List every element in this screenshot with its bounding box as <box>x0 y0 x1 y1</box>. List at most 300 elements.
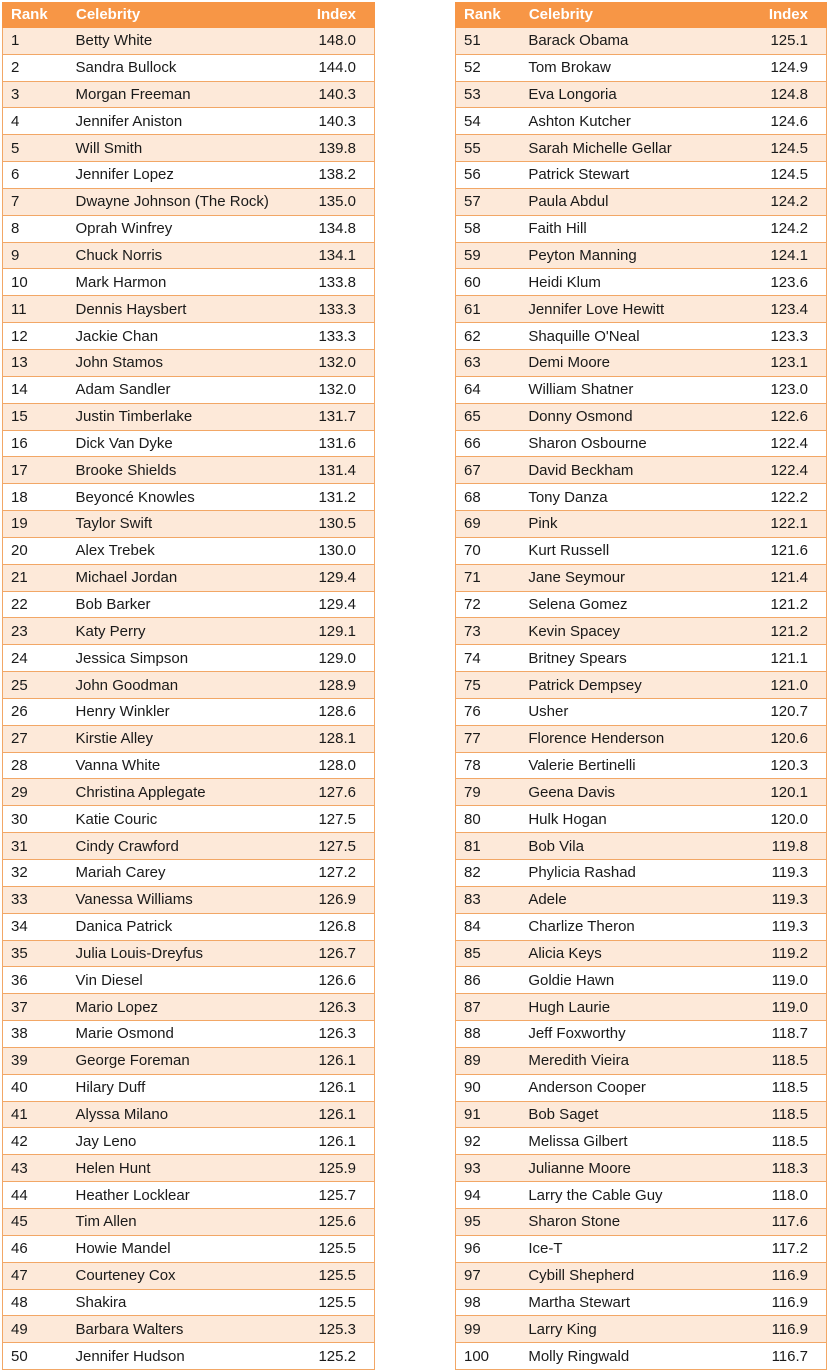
celebrity-cell: Hugh Laurie <box>528 998 611 1016</box>
rank-cell: 50 <box>3 1343 68 1370</box>
index-cell: 128.9 <box>305 672 375 699</box>
table-row <box>456 1208 827 1235</box>
rank-cell: 26 <box>3 698 68 725</box>
index-cell: 128.1 <box>305 725 375 752</box>
celebrity-cell: Julianne Moore <box>528 1159 631 1177</box>
celebrity-cell: Heidi Klum <box>528 273 601 291</box>
rank-cell: 34 <box>3 913 68 940</box>
rank-cell: 76 <box>456 698 521 725</box>
rank-cell: 7 <box>3 188 68 215</box>
celebrity-cell: Justin Timberlake <box>75 408 193 426</box>
celebrity-cell: John Goodman <box>75 676 179 694</box>
table-row <box>456 1343 827 1370</box>
rank-cell: 41 <box>3 1101 68 1128</box>
index-cell: 129.1 <box>305 618 375 645</box>
rank-cell: 97 <box>456 1262 521 1289</box>
index-cell: 119.2 <box>757 940 827 967</box>
rank-cell: 72 <box>456 591 521 618</box>
rank-cell: 28 <box>3 752 68 779</box>
rank-cell: 70 <box>456 537 521 564</box>
table-row <box>456 54 827 81</box>
celebrity-cell: Sharon Stone <box>528 1213 621 1231</box>
rank-cell: 32 <box>3 860 68 887</box>
table-row <box>456 1021 827 1048</box>
table-row <box>3 323 375 350</box>
celebrity-cell: Mariah Carey <box>75 864 166 882</box>
rank-cell: 22 <box>3 591 68 618</box>
table-row <box>3 484 375 511</box>
index-cell: 124.9 <box>757 54 827 81</box>
table-row <box>3 162 375 189</box>
table-row <box>456 1047 827 1074</box>
celebrity-cell: Kirstie Alley <box>75 730 154 748</box>
rank-cell: 99 <box>456 1316 521 1343</box>
index-cell: 125.5 <box>305 1235 375 1262</box>
rank-cell: 80 <box>456 806 521 833</box>
celebrity-cell: Jackie Chan <box>75 327 159 345</box>
index-cell: 131.7 <box>305 403 375 430</box>
rank-cell: 43 <box>3 1155 68 1182</box>
table-row <box>456 1128 827 1155</box>
index-cell: 128.0 <box>305 752 375 779</box>
index-cell: 119.3 <box>757 860 827 887</box>
table-row <box>456 1182 827 1209</box>
table-row <box>456 215 827 242</box>
rank-cell: 54 <box>456 108 521 135</box>
table-row <box>456 967 827 994</box>
rank-cell: 9 <box>3 242 68 269</box>
celebrity-cell: Ashton Kutcher <box>528 112 631 130</box>
rank-cell: 81 <box>456 833 521 860</box>
index-cell: 119.3 <box>757 886 827 913</box>
table-row <box>3 940 375 967</box>
index-cell: 127.2 <box>305 860 375 887</box>
index-cell: 138.2 <box>305 162 375 189</box>
table-row <box>3 1262 375 1289</box>
index-cell: 117.2 <box>757 1235 827 1262</box>
table-row <box>456 752 827 779</box>
celebrity-cell: Sharon Osbourne <box>528 434 647 452</box>
rank-cell: 51 <box>456 28 521 54</box>
rank-cell: 11 <box>3 296 68 323</box>
index-cell: 126.9 <box>305 886 375 913</box>
index-cell: 124.5 <box>757 162 827 189</box>
rank-cell: 3 <box>3 81 68 108</box>
table-row <box>456 672 827 699</box>
celebrity-cell: Will Smith <box>75 139 143 157</box>
celebrity-cell: Ice-T <box>528 1240 563 1258</box>
table-row <box>456 1155 827 1182</box>
celebrity-cell: Kurt Russell <box>528 542 610 560</box>
table-row <box>3 269 375 296</box>
table-row <box>3 242 375 269</box>
celebrity-cell: Dennis Haysbert <box>75 300 187 318</box>
ranking-table-right <box>455 2 827 1370</box>
celebrity-cell: Valerie Bertinelli <box>528 757 636 775</box>
index-cell: 121.1 <box>757 645 827 672</box>
rank-header: Rank <box>456 2 521 28</box>
index-cell: 116.9 <box>757 1262 827 1289</box>
rank-cell: 14 <box>3 376 68 403</box>
index-cell: 126.8 <box>305 913 375 940</box>
table-row <box>3 1155 375 1182</box>
celebrity-cell: Cybill Shepherd <box>528 1267 635 1285</box>
table-row <box>456 28 827 54</box>
rank-cell: 52 <box>456 54 521 81</box>
table-row <box>3 564 375 591</box>
rank-cell: 53 <box>456 81 521 108</box>
index-cell: 126.1 <box>305 1101 375 1128</box>
celebrity-cell: Julia Louis-Dreyfus <box>75 944 204 962</box>
rank-cell: 82 <box>456 860 521 887</box>
celebrity-cell: William Shatner <box>528 381 634 399</box>
index-cell: 126.3 <box>305 994 375 1021</box>
rank-cell: 15 <box>3 403 68 430</box>
celebrity-cell: Katie Couric <box>75 810 158 828</box>
table-row <box>3 349 375 376</box>
rank-cell: 95 <box>456 1208 521 1235</box>
celebrity-cell: Jennifer Love Hewitt <box>528 300 665 318</box>
table-row <box>3 28 375 54</box>
rank-cell: 87 <box>456 994 521 1021</box>
table-row <box>3 860 375 887</box>
index-cell: 126.1 <box>305 1047 375 1074</box>
celebrity-cell: Henry Winkler <box>75 703 170 721</box>
index-cell: 129.4 <box>305 591 375 618</box>
table-row <box>456 269 827 296</box>
index-cell: 121.6 <box>757 537 827 564</box>
rank-cell: 8 <box>3 215 68 242</box>
celebrity-cell: Vin Diesel <box>75 971 143 989</box>
celebrity-cell: Jennifer Aniston <box>75 112 183 130</box>
index-cell: 122.6 <box>757 403 827 430</box>
index-cell: 121.2 <box>757 591 827 618</box>
table-row <box>3 457 375 484</box>
celebrity-cell: Betty White <box>75 32 153 50</box>
index-cell: 120.7 <box>757 698 827 725</box>
index-cell: 128.6 <box>305 698 375 725</box>
index-cell: 118.3 <box>757 1155 827 1182</box>
celebrity-cell: Patrick Dempsey <box>528 676 642 694</box>
rank-cell: 64 <box>456 376 521 403</box>
index-cell: 119.0 <box>757 994 827 1021</box>
index-cell: 133.3 <box>305 323 375 350</box>
table-row <box>3 725 375 752</box>
table-row <box>3 376 375 403</box>
celebrity-cell: Eva Longoria <box>528 85 617 103</box>
table-row <box>3 430 375 457</box>
index-cell: 131.4 <box>305 457 375 484</box>
index-cell: 148.0 <box>305 28 375 54</box>
rank-cell: 66 <box>456 430 521 457</box>
celebrity-cell: Jane Seymour <box>528 569 626 587</box>
celebrity-cell: Usher <box>528 703 569 721</box>
rank-cell: 67 <box>456 457 521 484</box>
table-row <box>3 537 375 564</box>
index-cell: 119.8 <box>757 833 827 860</box>
ranking-table-left <box>2 2 375 1370</box>
rank-cell: 20 <box>3 537 68 564</box>
celebrity-cell: Adele <box>528 891 567 909</box>
rank-cell: 31 <box>3 833 68 860</box>
index-cell: 126.3 <box>305 1021 375 1048</box>
rank-cell: 13 <box>3 349 68 376</box>
table-row <box>3 1235 375 1262</box>
table-row <box>456 457 827 484</box>
rank-cell: 92 <box>456 1128 521 1155</box>
table-row <box>456 564 827 591</box>
table-row <box>3 1208 375 1235</box>
celebrity-cell: Bob Barker <box>75 595 151 613</box>
celebrity-cell: Britney Spears <box>528 649 627 667</box>
rank-cell: 84 <box>456 913 521 940</box>
rank-cell: 83 <box>456 886 521 913</box>
table-row <box>456 430 827 457</box>
rank-cell: 55 <box>456 135 521 162</box>
rank-cell: 62 <box>456 323 521 350</box>
celebrity-cell: Jennifer Hudson <box>75 1347 185 1365</box>
table-row <box>3 618 375 645</box>
index-cell: 119.3 <box>757 913 827 940</box>
table-row <box>3 1316 375 1343</box>
celebrity-header: Celebrity <box>68 2 305 28</box>
table-row <box>456 913 827 940</box>
rank-cell: 89 <box>456 1047 521 1074</box>
table-row <box>3 591 375 618</box>
index-cell: 129.0 <box>305 645 375 672</box>
rank-cell: 59 <box>456 242 521 269</box>
rank-cell: 65 <box>456 403 521 430</box>
table-row <box>456 108 827 135</box>
rank-cell: 12 <box>3 323 68 350</box>
table-header-row <box>456 2 827 28</box>
celebrity-cell: Barack Obama <box>528 32 629 50</box>
table-row <box>456 349 827 376</box>
celebrity-cell: Tim Allen <box>75 1213 137 1231</box>
index-cell: 123.3 <box>757 323 827 350</box>
index-cell: 120.3 <box>757 752 827 779</box>
rank-cell: 25 <box>3 672 68 699</box>
index-cell: 125.5 <box>305 1289 375 1316</box>
celebrity-cell: Dwayne Johnson (The Rock) <box>75 193 269 211</box>
rank-cell: 88 <box>456 1021 521 1048</box>
celebrity-cell: Michael Jordan <box>75 569 178 587</box>
table-row <box>456 1289 827 1316</box>
table-row <box>3 108 375 135</box>
table-row <box>3 833 375 860</box>
index-cell: 117.6 <box>757 1208 827 1235</box>
table-row <box>456 860 827 887</box>
celebrity-cell: Christina Applegate <box>75 783 206 801</box>
rank-cell: 98 <box>456 1289 521 1316</box>
index-cell: 124.2 <box>757 188 827 215</box>
table-row <box>456 188 827 215</box>
index-cell: 133.3 <box>305 296 375 323</box>
index-cell: 119.0 <box>757 967 827 994</box>
index-cell: 124.2 <box>757 215 827 242</box>
celebrity-cell: Donny Osmond <box>528 408 633 426</box>
rank-cell: 69 <box>456 511 521 538</box>
rank-cell: 47 <box>3 1262 68 1289</box>
rank-cell: 58 <box>456 215 521 242</box>
rank-cell: 16 <box>3 430 68 457</box>
rank-cell: 33 <box>3 886 68 913</box>
rank-cell: 40 <box>3 1074 68 1101</box>
celebrity-cell: Bob Vila <box>528 837 584 855</box>
rank-cell: 71 <box>456 564 521 591</box>
index-cell: 124.6 <box>757 108 827 135</box>
index-cell: 134.8 <box>305 215 375 242</box>
celebrity-cell: Sandra Bullock <box>75 59 177 77</box>
table-row <box>3 806 375 833</box>
celebrity-cell: Marie Osmond <box>75 1025 174 1043</box>
table-row <box>3 1047 375 1074</box>
index-cell: 116.9 <box>757 1316 827 1343</box>
table-row <box>3 403 375 430</box>
index-header: Index <box>757 2 827 28</box>
table-row <box>3 81 375 108</box>
index-cell: 124.8 <box>757 81 827 108</box>
celebrity-cell: David Beckham <box>528 461 634 479</box>
table-row <box>456 886 827 913</box>
index-cell: 125.9 <box>305 1155 375 1182</box>
celebrity-cell: Alex Trebek <box>75 542 155 560</box>
rank-cell: 30 <box>3 806 68 833</box>
celebrity-cell: John Stamos <box>75 354 164 372</box>
table-row <box>456 1101 827 1128</box>
rank-cell: 23 <box>3 618 68 645</box>
rank-cell: 57 <box>456 188 521 215</box>
rank-cell: 36 <box>3 967 68 994</box>
table-header-row <box>3 2 375 28</box>
table-row <box>456 403 827 430</box>
celebrity-cell: Florence Henderson <box>528 730 665 748</box>
index-cell: 127.6 <box>305 779 375 806</box>
index-cell: 132.0 <box>305 376 375 403</box>
table-row <box>3 967 375 994</box>
rank-cell: 2 <box>3 54 68 81</box>
celebrity-cell: Demi Moore <box>528 354 611 372</box>
index-cell: 126.1 <box>305 1074 375 1101</box>
index-cell: 122.4 <box>757 457 827 484</box>
celebrity-cell: Alyssa Milano <box>75 1106 169 1124</box>
celebrity-cell: Cindy Crawford <box>75 837 179 855</box>
celebrity-cell: Vanna White <box>75 757 161 775</box>
celebrity-cell: Jeff Foxworthy <box>528 1025 626 1043</box>
rank-cell: 37 <box>3 994 68 1021</box>
index-cell: 121.4 <box>757 564 827 591</box>
celebrity-cell: Courteney Cox <box>75 1267 176 1285</box>
index-cell: 126.7 <box>305 940 375 967</box>
index-cell: 121.2 <box>757 618 827 645</box>
index-cell: 125.3 <box>305 1316 375 1343</box>
table-row <box>3 1074 375 1101</box>
index-cell: 116.9 <box>757 1289 827 1316</box>
rank-cell: 27 <box>3 725 68 752</box>
index-cell: 132.0 <box>305 349 375 376</box>
table-row <box>456 1316 827 1343</box>
table-row <box>456 1074 827 1101</box>
celebrity-cell: Shaquille O'Neal <box>528 327 640 345</box>
rank-cell: 5 <box>3 135 68 162</box>
celebrity-cell: Hulk Hogan <box>528 810 607 828</box>
celebrity-cell: Hilary Duff <box>75 1079 146 1097</box>
celebrity-header: Celebrity <box>520 2 756 28</box>
table-row <box>456 833 827 860</box>
celebrity-cell: Taylor Swift <box>75 515 153 533</box>
index-cell: 124.5 <box>757 135 827 162</box>
rank-cell: 68 <box>456 484 521 511</box>
table-row <box>3 1343 375 1370</box>
index-cell: 140.3 <box>305 81 375 108</box>
table-row <box>456 376 827 403</box>
rank-cell: 4 <box>3 108 68 135</box>
celebrity-cell: Mario Lopez <box>75 998 159 1016</box>
index-cell: 134.1 <box>305 242 375 269</box>
rank-cell: 79 <box>456 779 521 806</box>
index-cell: 124.1 <box>757 242 827 269</box>
celebrity-cell: Mark Harmon <box>75 273 167 291</box>
index-cell: 125.1 <box>757 28 827 54</box>
index-cell: 123.6 <box>757 269 827 296</box>
index-cell: 129.4 <box>305 564 375 591</box>
table-row <box>3 296 375 323</box>
table-row <box>456 484 827 511</box>
index-cell: 140.3 <box>305 108 375 135</box>
celebrity-cell: Goldie Hawn <box>528 971 615 989</box>
index-cell: 139.8 <box>305 135 375 162</box>
celebrity-cell: Jay Leno <box>75 1132 137 1150</box>
rank-cell: 61 <box>456 296 521 323</box>
rank-header: Rank <box>3 2 68 28</box>
table-row <box>456 698 827 725</box>
rank-cell: 48 <box>3 1289 68 1316</box>
celebrity-cell: Morgan Freeman <box>75 85 191 103</box>
rank-cell: 93 <box>456 1155 521 1182</box>
celebrity-cell: Beyoncé Knowles <box>75 488 195 506</box>
celebrity-cell: Geena Davis <box>528 783 616 801</box>
celebrity-cell: Charlize Theron <box>528 918 635 936</box>
celebrity-cell: Tony Danza <box>528 488 608 506</box>
rank-cell: 85 <box>456 940 521 967</box>
celebrity-cell: Adam Sandler <box>75 381 171 399</box>
rank-cell: 75 <box>456 672 521 699</box>
rank-cell: 24 <box>3 645 68 672</box>
table-row <box>456 296 827 323</box>
index-cell: 121.0 <box>757 672 827 699</box>
rank-cell: 74 <box>456 645 521 672</box>
table-row <box>456 162 827 189</box>
index-cell: 118.5 <box>757 1101 827 1128</box>
rank-cell: 77 <box>456 725 521 752</box>
table-row <box>3 672 375 699</box>
rank-cell: 42 <box>3 1128 68 1155</box>
celebrity-cell: Faith Hill <box>528 220 587 238</box>
index-cell: 122.1 <box>757 511 827 538</box>
rank-cell: 45 <box>3 1208 68 1235</box>
celebrity-cell: Kevin Spacey <box>528 622 621 640</box>
index-cell: 130.0 <box>305 537 375 564</box>
index-cell: 123.4 <box>757 296 827 323</box>
rank-cell: 56 <box>456 162 521 189</box>
celebrity-cell: Molly Ringwald <box>528 1347 630 1365</box>
index-cell: 118.5 <box>757 1047 827 1074</box>
rank-cell: 6 <box>3 162 68 189</box>
table-row <box>3 215 375 242</box>
rank-cell: 86 <box>456 967 521 994</box>
table-row <box>3 1128 375 1155</box>
rank-cell: 60 <box>456 269 521 296</box>
